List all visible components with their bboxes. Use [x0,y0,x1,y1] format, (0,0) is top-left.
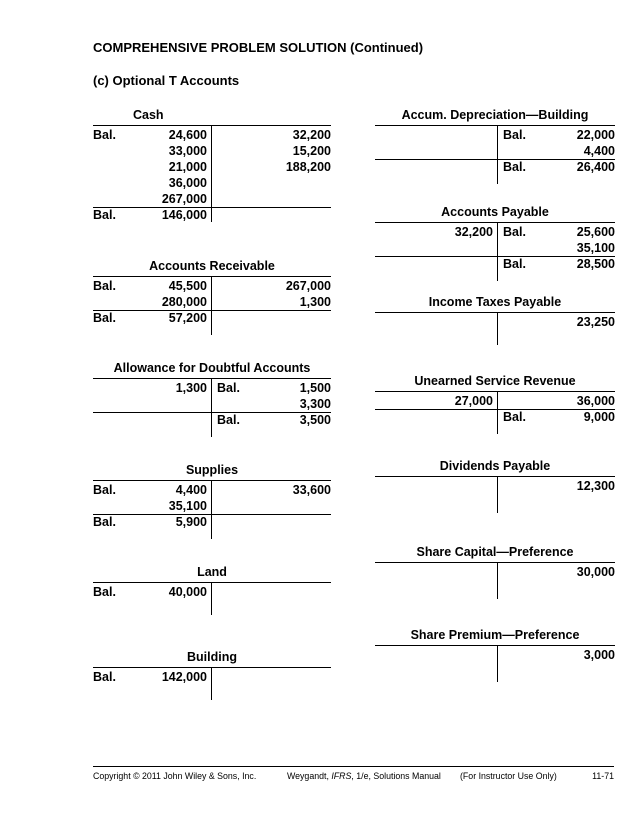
t-account-building [93,650,331,700]
t-account-top-rule [93,667,331,668]
debit-amt: 1,300 [175,381,207,395]
credit-lbl: Bal. [503,410,526,424]
credit-amt: 26,400 [576,160,615,174]
credit-amt: 35,100 [576,241,615,255]
credit-amt: 15,200 [292,144,331,158]
credit-amt: 28,500 [576,257,615,271]
debit-amt: 27,000 [454,394,493,408]
t-account-share-capital-preference [375,545,615,599]
t-account-row [375,478,615,494]
account-title: Accounts Payable [441,205,549,219]
debit-lbl: Bal. [93,670,116,684]
t-account-row [375,127,615,143]
t-account-top-rule [375,312,615,313]
credit-amt: 4,400 [583,144,615,158]
t-account-accounts-receivable [93,259,331,335]
debit-amt: 57,200 [168,311,207,325]
debit-amt: 21,000 [168,160,207,174]
credit-amt: 267,000 [285,279,331,293]
t-account-row [375,159,615,175]
credit-amt: 22,000 [576,128,615,142]
credit-amt: 3,000 [583,648,615,662]
t-account-top-rule [93,125,331,126]
t-account-row [93,380,331,396]
t-account-row [375,647,615,663]
credit-amt: 33,600 [292,483,331,497]
t-account-top-rule [375,476,615,477]
debit-amt: 280,000 [161,295,207,309]
t-account-row [93,310,331,326]
account-title: Accounts Receivable [149,259,275,273]
t-account-row [93,143,331,159]
t-account-top-rule [375,125,615,126]
credit-lbl: Bal. [503,257,526,271]
credit-lbl: Bal. [503,225,526,239]
t-account-row [93,191,331,207]
t-account-row [93,498,331,514]
t-account-row [93,396,331,412]
t-account-top-rule [375,222,615,223]
t-account-top-rule [375,391,615,392]
t-account-row [93,159,331,175]
t-account-row [93,412,331,428]
section-subtitle: (c) Optional T Accounts [93,73,240,88]
t-account-row [93,207,331,223]
t-account-dividends-payable [375,459,615,513]
t-account-land [93,565,331,615]
t-account-row [93,278,331,294]
t-account-row [375,393,615,409]
footer-rule [93,766,614,767]
credit-amt: 9,000 [583,410,615,424]
t-account-top-rule [93,480,331,481]
t-account-row [93,669,331,685]
credit-amt: 25,600 [576,225,615,239]
debit-amt: 40,000 [168,585,207,599]
t-account-row [93,127,331,143]
credit-amt: 32,200 [292,128,331,142]
t-account-supplies [93,463,331,539]
t-account-cash [93,108,331,222]
debit-amt: 24,600 [168,128,207,142]
credit-amt: 30,000 [576,565,615,579]
t-account-share-premium-preference [375,628,615,682]
account-title: Land [197,565,227,579]
t-account-row [375,256,615,272]
t-account-top-rule [375,645,615,646]
credit-lbl: Bal. [503,128,526,142]
account-title: Dividends Payable [439,459,551,473]
account-title: Unearned Service Revenue [414,374,576,388]
account-title: Share Capital—Preference [416,545,574,559]
t-account-row [375,240,615,256]
t-account-row [93,482,331,498]
debit-lbl: Bal. [93,128,116,142]
t-account-row [375,224,615,240]
debit-amt: 32,200 [454,225,493,239]
debit-amt: 45,500 [168,279,207,293]
t-account-row [375,409,615,425]
debit-lbl: Bal. [93,515,116,529]
credit-amt: 1,500 [299,381,331,395]
account-title: Accum. Depreciation—Building [401,108,589,122]
t-account-row [93,514,331,530]
t-account-top-rule [375,562,615,563]
footer-use: (For Instructor Use Only) [460,771,557,781]
debit-amt: 4,400 [175,483,207,497]
t-account-allowance-doubtful [93,361,331,437]
credit-lbl: Bal. [503,160,526,174]
debit-amt: 142,000 [161,670,207,684]
debit-amt: 35,100 [168,499,207,513]
account-title: Building [187,650,237,664]
debit-lbl: Bal. [93,311,116,325]
account-title: Cash [133,108,164,122]
credit-amt: 23,250 [576,315,615,329]
credit-amt: 3,500 [299,413,331,427]
t-account-unearned-service-revenue [375,374,615,434]
footer-copyright: Copyright © 2011 John Wiley & Sons, Inc. [93,771,257,781]
t-account-row [375,143,615,159]
t-account-top-rule [93,378,331,379]
t-account-row [375,564,615,580]
debit-amt: 5,900 [175,515,207,529]
footer-page-number: 11-71 [592,771,614,781]
debit-lbl: Bal. [93,483,116,497]
t-account-top-rule [93,582,331,583]
t-account-accum-depreciation [375,108,615,184]
credit-amt: 36,000 [576,394,615,408]
credit-lbl: Bal. [217,381,240,395]
account-title: Share Premium—Preference [410,628,580,642]
t-account-row [93,294,331,310]
account-title: Allowance for Doubtful Accounts [113,361,311,375]
debit-amt: 267,000 [161,192,207,206]
credit-amt: 188,200 [285,160,331,174]
t-account-row [93,584,331,600]
t-account-row [93,175,331,191]
debit-amt: 146,000 [161,208,207,222]
debit-lbl: Bal. [93,585,116,599]
credit-amt: 3,300 [299,397,331,411]
credit-amt: 12,300 [576,479,615,493]
credit-lbl: Bal. [217,413,240,427]
account-title: Income Taxes Payable [428,295,562,309]
debit-lbl: Bal. [93,279,116,293]
t-account-row [375,314,615,330]
t-account-accounts-payable [375,205,615,281]
page-title: COMPREHENSIVE PROBLEM SOLUTION (Continued) [93,40,424,55]
account-title: Supplies [185,463,239,477]
credit-amt: 1,300 [299,295,331,309]
footer-book: Weygandt, IFRS, 1/e, Solutions Manual [287,771,441,781]
debit-lbl: Bal. [93,208,116,222]
t-account-top-rule [93,276,331,277]
t-account-income-taxes-payable [375,295,615,345]
debit-amt: 36,000 [168,176,207,190]
debit-amt: 33,000 [168,144,207,158]
